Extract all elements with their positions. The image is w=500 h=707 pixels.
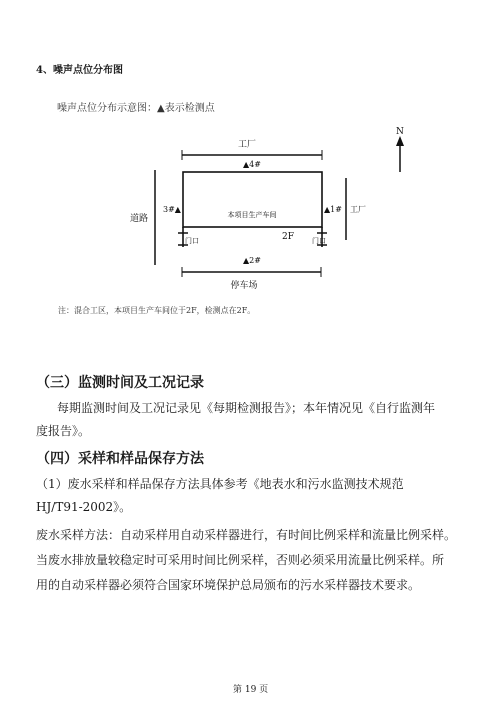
section-4b-line-3: 废水采样方法：自动采样用自动采样器进行，有时间比例采样和流量比例采样。 bbox=[36, 528, 457, 542]
north-label: N bbox=[396, 127, 404, 137]
section-4b-line-4: 当废水排放量较稳定时可采用时间比例采样，否则必须采用流量比例采样。所 bbox=[36, 553, 445, 567]
road-label: 道路 bbox=[130, 214, 149, 224]
section-4b-heading: （四）采样和样品保存方法 bbox=[36, 451, 204, 467]
factory-top-label: 工厂 bbox=[237, 140, 257, 150]
section-3-heading: （三）监测时间及工况记录 bbox=[36, 375, 204, 391]
noise-point-diagram bbox=[0, 0, 500, 320]
section-3-line-2: 度报告》。 bbox=[36, 424, 91, 438]
gate-right-label: 门口 bbox=[312, 237, 326, 245]
building-label: 本项目生产车间 bbox=[227, 211, 277, 219]
diagram-note: 注：混合工区，本项目生产车间位于2F，检测点在2F。 bbox=[58, 306, 256, 315]
section-4b-line-2: HJ/T91-2002》。 bbox=[36, 500, 132, 514]
point-2: ▲2# bbox=[243, 256, 261, 265]
section-4b-line-5: 用的自动采样器必须符合国家环境保护总局颁布的污水采样器技术要求。 bbox=[36, 578, 421, 592]
section-4b-line-1: （1）废水采样和样品保存方法具体参考《地表水和污水监测技术规范 bbox=[36, 477, 404, 491]
triangle-marker-icon: ▲ bbox=[157, 103, 165, 114]
factory-right-label: 工厂 bbox=[350, 205, 366, 214]
section-3-line-1: 每期监测时间及工况记录见《每期检测报告》；本年情况见《自行监测年 bbox=[57, 401, 436, 415]
gate-left-label: 门口 bbox=[185, 237, 199, 245]
page-number: 第 19 页 bbox=[233, 685, 269, 695]
section-4-title: 4、噪声点位分布图 bbox=[36, 65, 123, 76]
north-arrow-icon bbox=[396, 136, 404, 172]
parking-label: 停车场 bbox=[230, 281, 258, 291]
point-4: ▲4# bbox=[243, 160, 261, 169]
caption-prefix: 噪声点位分布示意图： bbox=[57, 103, 157, 114]
caption-suffix: 表示检测点 bbox=[164, 103, 215, 114]
point-1: ▲1# bbox=[324, 205, 342, 214]
floor-label: 2F bbox=[282, 232, 294, 242]
point-3: 3#▲ bbox=[163, 205, 181, 214]
